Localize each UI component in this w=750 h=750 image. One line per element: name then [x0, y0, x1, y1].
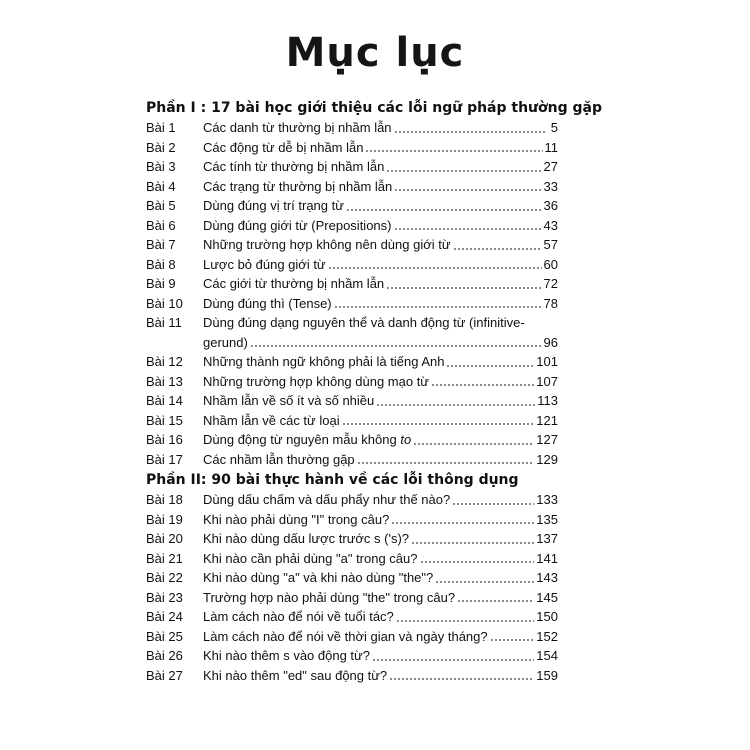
- lesson-title-text: Các danh từ thường bị nhầm lẫn: [203, 120, 392, 135]
- dot-leader: [452, 502, 534, 506]
- entry-body: [203, 627, 558, 647]
- lesson-title: [203, 294, 332, 314]
- page-number: 78: [543, 295, 558, 311]
- lesson-title-text: Khi nào phải dùng "I" trong câu?: [203, 511, 390, 527]
- dot-leader: [342, 422, 535, 426]
- dot-leader: [457, 599, 534, 603]
- lesson-number: Bài 1: [146, 120, 176, 135]
- dot-leader: [411, 541, 534, 545]
- page-number: 135: [536, 511, 558, 527]
- entry-line: [203, 411, 558, 431]
- dot-leader: [394, 227, 542, 231]
- page-number: 127: [536, 432, 558, 447]
- entry-body: [203, 588, 558, 608]
- lesson-title-text: Dùng đúng vị trí trạng từ: [203, 198, 344, 213]
- lesson-number: Bài 16: [146, 432, 183, 447]
- lesson-title-text: Nhầm lẫn về số ít và số nhiều: [203, 393, 375, 408]
- page-number: 154: [536, 648, 558, 663]
- lesson-title-text: Dùng động từ nguyên mẫu không: [203, 432, 401, 447]
- entry-line: [203, 294, 558, 314]
- lesson-title-text: Các tính từ thường bị nhầm lẫn: [203, 159, 385, 174]
- dot-leader: [386, 286, 541, 290]
- entry-line: [203, 372, 558, 392]
- entry-line: [203, 118, 558, 138]
- dot-leader: [394, 130, 546, 134]
- lesson-title-text: Những trường hợp không dùng mạo từ: [203, 373, 430, 389]
- page-number: 27: [543, 159, 558, 174]
- entry-line: [203, 529, 558, 549]
- entry-body: [203, 391, 558, 411]
- dot-leader: [365, 149, 542, 153]
- entry-body: [203, 411, 558, 431]
- lesson-title-text: Những thành ngữ không phải là tiếng Anh: [203, 354, 445, 369]
- lesson-title: [203, 391, 374, 411]
- entry-body: [203, 666, 558, 686]
- page-number: 137: [536, 531, 558, 546]
- lesson-title: [203, 568, 433, 588]
- lesson-title: [203, 450, 355, 470]
- toc-entry: [146, 196, 558, 216]
- lesson-title: [203, 490, 450, 510]
- lesson-title-text: Các giới từ thường bị nhầm lẫn: [203, 276, 385, 291]
- entry-line: [203, 627, 558, 647]
- lesson-number: Bài 14: [146, 393, 183, 408]
- dot-leader: [386, 169, 541, 173]
- toc-entry: [146, 490, 558, 510]
- entry-line: [203, 196, 558, 216]
- page-number: 36: [543, 198, 558, 213]
- page-number: 101: [536, 354, 558, 369]
- lesson-number: Bài 15: [146, 412, 183, 428]
- lesson-title-text: Các nhầm lẫn thường gặp: [203, 451, 355, 467]
- lesson-title-text: Khi nào thêm "ed" sau động từ?: [203, 667, 388, 683]
- part-heading-2: Phần II: 90 bài thực hành về các lỗi thông dụng: [146, 472, 519, 488]
- lesson-title: [203, 177, 392, 197]
- lesson-title: [203, 646, 370, 666]
- entry-line: [203, 313, 558, 333]
- lesson-title: [203, 549, 418, 569]
- page-number: 141: [536, 550, 558, 566]
- dot-leader: [413, 442, 534, 446]
- lesson-number: Bài 19: [146, 511, 183, 527]
- dot-leader: [396, 619, 535, 623]
- entry-body: [203, 646, 558, 666]
- dot-leader: [490, 638, 535, 642]
- entry-body: [203, 352, 558, 372]
- lesson-number: Bài 10: [146, 295, 183, 311]
- page-number: 60: [543, 256, 558, 272]
- page-number: 96: [543, 334, 558, 350]
- entry-line: [203, 177, 558, 197]
- entry-body: [203, 196, 558, 216]
- entry-line: [203, 235, 558, 255]
- toc-entry: [146, 391, 558, 411]
- lesson-title: [203, 118, 392, 138]
- toc-entry: [146, 255, 558, 275]
- lesson-number: Bài 6: [146, 217, 176, 233]
- dot-leader: [372, 658, 534, 662]
- toc-entry: [146, 313, 558, 352]
- lesson-title-text: Nhầm lẫn về các từ loại: [203, 412, 340, 428]
- page-number: 57: [543, 237, 558, 252]
- lesson-title-text: Dùng đúng giới từ (Prepositions): [203, 217, 392, 233]
- toc-entry: [146, 157, 558, 177]
- dot-leader: [328, 266, 542, 270]
- lesson-number: Bài 26: [146, 648, 183, 663]
- lesson-number: Bài 22: [146, 570, 183, 585]
- dot-leader: [435, 580, 534, 584]
- dot-leader: [453, 247, 542, 251]
- page-number: 5: [550, 120, 558, 135]
- dot-leader: [446, 364, 534, 368]
- lesson-title: [203, 607, 394, 627]
- entry-line: [203, 216, 558, 236]
- toc-entry: [146, 138, 558, 158]
- lesson-title: Dùng đúng dạng nguyên thể và danh động từ (infinitive-: [203, 315, 525, 330]
- lesson-title-italic: to: [400, 432, 412, 447]
- entry-line: [203, 333, 558, 353]
- entry-body: [203, 255, 558, 275]
- entry-body: [203, 118, 558, 138]
- page-number: 107: [536, 373, 558, 389]
- lesson-title: [203, 274, 384, 294]
- toc-entry: [146, 235, 558, 255]
- page-number: 159: [536, 667, 558, 683]
- toc-entry: [146, 627, 558, 647]
- page-number: 133: [536, 492, 558, 507]
- entry-line: [203, 646, 558, 666]
- lesson-number: Bài 17: [146, 451, 183, 467]
- page-title: Mục lục: [285, 30, 465, 76]
- lesson-number: Bài 25: [146, 628, 183, 644]
- page-number: 33: [543, 178, 558, 194]
- table-of-contents: [146, 96, 602, 685]
- lesson-title: [203, 255, 326, 275]
- entry-line: [203, 157, 558, 177]
- lesson-title: [203, 588, 455, 608]
- entry-body: [203, 216, 558, 236]
- lesson-title: [203, 430, 411, 450]
- lesson-title: [203, 138, 363, 158]
- dot-leader: [334, 305, 542, 309]
- entry-body: [203, 138, 558, 158]
- toc-entry: [146, 529, 558, 549]
- lesson-number: Bài 18: [146, 492, 183, 507]
- entry-line: [203, 490, 558, 510]
- entry-line: [203, 588, 558, 608]
- page-number: 152: [536, 628, 558, 644]
- lesson-title-text: Khi nào dùng "a" và khi nào dùng "the"?: [203, 570, 434, 585]
- entry-line: [203, 510, 558, 530]
- part-heading-1: Phần I : 17 bài học giới thiệu các lỗi ngữ pháp thường gặp: [146, 100, 602, 116]
- lesson-title-text: Những trường hợp không nên dùng giới từ: [203, 237, 451, 252]
- lesson-title-text: Dùng đúng thì (Tense): [203, 295, 332, 311]
- lesson-number: Bài 12: [146, 354, 183, 369]
- dot-leader: [420, 560, 535, 564]
- entry-body: [203, 529, 558, 549]
- lesson-title: [203, 627, 488, 647]
- page-number: 150: [536, 609, 558, 624]
- toc-entry: [146, 411, 558, 431]
- lesson-title-text: Các động từ dễ bị nhầm lẫn: [203, 139, 364, 155]
- toc-entry: [146, 216, 558, 236]
- lesson-number: Bài 8: [146, 256, 176, 272]
- entry-line: [203, 138, 558, 158]
- lesson-title: [203, 510, 389, 530]
- toc-entry: [146, 607, 558, 627]
- page-number: 11: [544, 139, 558, 155]
- toc-entry: [146, 177, 558, 197]
- toc-entry: [146, 588, 558, 608]
- part-1-entries: [146, 118, 558, 469]
- toc-entry: [146, 274, 558, 294]
- page-number: 43: [543, 217, 558, 233]
- page-number: 113: [537, 393, 558, 408]
- lesson-number: Bài 3: [146, 159, 176, 174]
- entry-body: [203, 372, 558, 392]
- lesson-title: [203, 157, 384, 177]
- entry-line: [203, 352, 558, 372]
- entry-line: [203, 450, 558, 470]
- lesson-number: Bài 21: [146, 550, 183, 566]
- lesson-number: Bài 20: [146, 531, 183, 546]
- dot-leader: [376, 403, 535, 407]
- entry-body: [203, 568, 558, 588]
- lesson-title-text: Khi nào dùng dấu lược trước s ('s)?: [203, 531, 410, 546]
- dot-leader: [357, 461, 535, 465]
- lesson-title-text: Dùng dấu chấm và dấu phẩy như thế nào?: [203, 492, 451, 507]
- entry-line: [203, 391, 558, 411]
- entry-line: [203, 549, 558, 569]
- lesson-title-text: Khi nào thêm s vào động từ?: [203, 648, 370, 663]
- entry-body: [203, 549, 558, 569]
- entry-body: [203, 490, 558, 510]
- lesson-number: Bài 4: [146, 178, 176, 194]
- lesson-title: [203, 666, 387, 686]
- lesson-title-continued: gerund): [203, 334, 248, 350]
- toc-entry: [146, 450, 558, 470]
- toc-entry: [146, 372, 558, 392]
- lesson-title-text: Lược bỏ đúng giới từ: [203, 256, 326, 272]
- entry-line: [203, 274, 558, 294]
- dot-leader: [391, 521, 534, 525]
- entry-line: [203, 430, 558, 450]
- lesson-number: Bài 11: [146, 315, 182, 330]
- dot-leader: [389, 677, 534, 681]
- entry-body: [203, 294, 558, 314]
- entry-line: [203, 607, 558, 627]
- entry-line: [203, 255, 558, 275]
- lesson-title: [203, 411, 340, 431]
- entry-body: [203, 430, 558, 450]
- lesson-number: Bài 9: [146, 276, 176, 291]
- entry-line: [203, 568, 558, 588]
- lesson-number: Bài 7: [146, 237, 176, 252]
- lesson-title: [203, 216, 392, 236]
- lesson-number: Bài 2: [146, 139, 176, 155]
- lesson-title: [203, 529, 409, 549]
- page-number: 72: [543, 276, 558, 291]
- part-2-entries: [146, 490, 558, 685]
- lesson-title: [203, 235, 451, 255]
- toc-entry: [146, 549, 558, 569]
- lesson-number: Bài 5: [146, 198, 176, 213]
- dot-leader: [394, 188, 541, 192]
- lesson-number: Bài 24: [146, 609, 183, 624]
- lesson-title-text: Làm cách nào để nói về tuổi tác?: [203, 609, 394, 624]
- toc-entry: [146, 352, 558, 372]
- lesson-title-text: Trường hợp nào phải dùng "the" trong câu?: [203, 589, 456, 605]
- page-number: 129: [536, 451, 558, 467]
- toc-entry: [146, 510, 558, 530]
- toc-entry: [146, 118, 558, 138]
- lesson-number: Bài 23: [146, 589, 183, 605]
- entry-body: [203, 157, 558, 177]
- entry-body: [203, 607, 558, 627]
- entry-body: [203, 235, 558, 255]
- toc-entry: [146, 294, 558, 314]
- lesson-title: [203, 352, 444, 372]
- toc-entry: [146, 666, 558, 686]
- entry-body: [203, 510, 558, 530]
- page-number: 121: [536, 412, 558, 428]
- dot-leader: [250, 344, 542, 348]
- lesson-title-text: Khi nào cần phải dùng "a" trong câu?: [203, 550, 418, 566]
- lesson-title-text: Làm cách nào để nói về thời gian và ngày tháng?: [203, 628, 488, 644]
- lesson-title: [203, 372, 429, 392]
- dot-leader: [346, 208, 542, 212]
- toc-entry: [146, 646, 558, 666]
- toc-entry: [146, 568, 558, 588]
- entry-body: [203, 450, 558, 470]
- entry-body: [203, 177, 558, 197]
- entry-line: [203, 666, 558, 686]
- lesson-number: Bài 13: [146, 373, 183, 389]
- entry-body: [203, 274, 558, 294]
- page-number: 145: [536, 589, 558, 605]
- dot-leader: [431, 383, 534, 387]
- toc-entry: [146, 430, 558, 450]
- entry-body: [203, 313, 558, 352]
- lesson-title-text: Các trạng từ thường bị nhầm lẫn: [203, 178, 393, 194]
- page-number: 143: [536, 570, 558, 585]
- lesson-number: Bài 27: [146, 667, 183, 683]
- lesson-title: [203, 196, 344, 216]
